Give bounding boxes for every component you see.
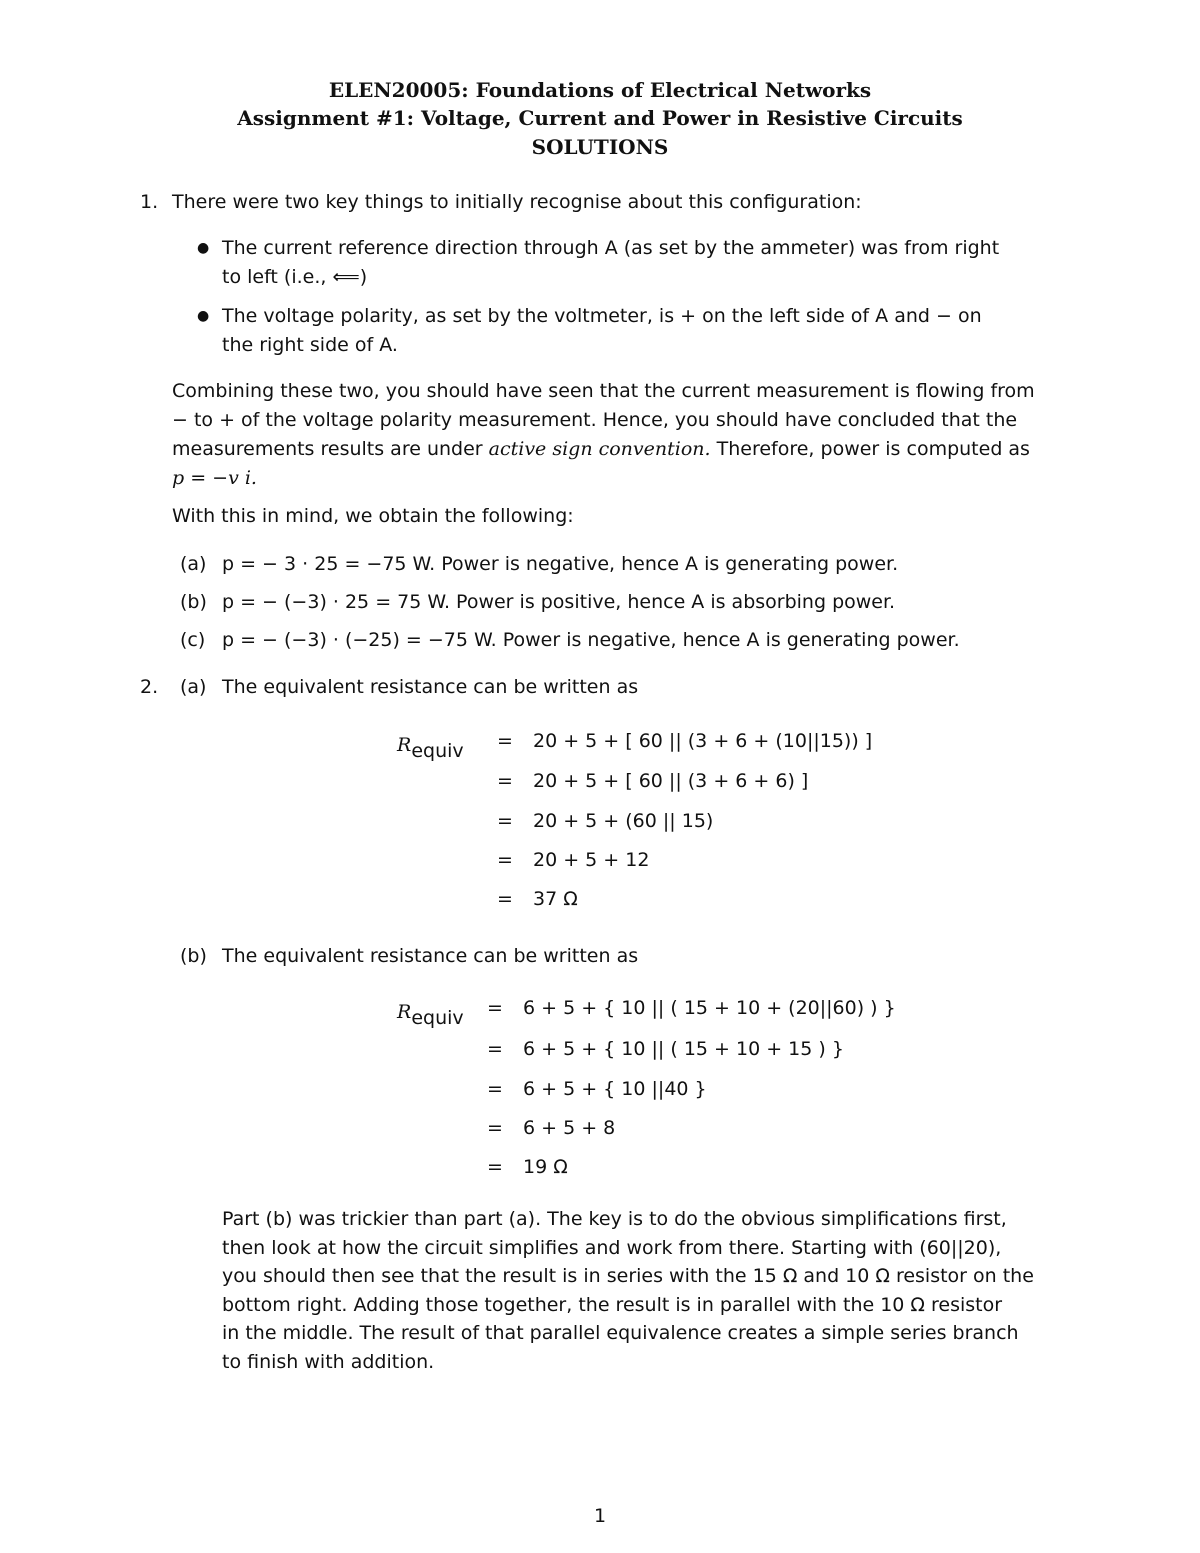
q2a-eq-2: 20 + 5 + [ 60 || (3 + 6 + 6) ] [533, 770, 809, 792]
q2-part-a-label: (a) [180, 676, 207, 698]
q2a-eq-5: 37 Ω [533, 888, 578, 910]
equals-sign: = [497, 810, 513, 832]
solutions-heading: SOLUTIONS [531, 135, 669, 159]
q2a-eq-4: 20 + 5 + 12 [533, 849, 650, 871]
q1-part-a-label: (a) [180, 553, 207, 575]
equals-sign: = [497, 888, 513, 910]
q1-part-a-text: p = − 3 · 25 = −75 W. Power is negative, hence A is generating power. [222, 553, 899, 575]
bullet-icon: ● [197, 240, 210, 256]
question-1-number: 1. [140, 191, 159, 213]
question-1-intro: There were two key things to initially recognise about this configuration: [172, 191, 862, 213]
active-sign-convention: active sign convention. [488, 438, 711, 460]
q2b-eq-2: 6 + 5 + { 10 || ( 15 + 10 + 15 ) } [523, 1038, 844, 1060]
q1-with-text: With this in mind, we obtain the following: [172, 505, 574, 527]
q2-part-b-label: (b) [180, 945, 207, 967]
q1-power-formula: p = −v i. [172, 467, 257, 489]
q1-part-c-text: p = − (−3) · (−25) = −75 W. Power is negative, hence A is generating power. [222, 629, 960, 651]
q2b-eq-4: 6 + 5 + 8 [523, 1117, 616, 1139]
question-2-number: 2. [140, 676, 159, 698]
q2-para-line-6: to finish with addition. [222, 1351, 435, 1373]
r-equiv-label [397, 1000, 464, 1029]
q2-part-b-text: The equivalent resistance can be written as [222, 945, 639, 967]
q1-part-b-text: p = − (−3) · 25 = 75 W. Power is positive, hence A is absorbing power. [222, 591, 896, 613]
q1-part-b-label: (b) [180, 591, 207, 613]
r-symbol: R [397, 1001, 412, 1023]
q1-para-line-1: Combining these two, you should have seen that the current measurement is flowing from [172, 380, 1035, 402]
r-symbol: R [397, 734, 412, 756]
equals-sign: = [487, 1117, 503, 1139]
q2b-eq-5: 19 Ω [523, 1156, 568, 1178]
q2a-eq-1: 20 + 5 + [ 60 || (3 + 6 + (10||15)) ] [533, 730, 873, 752]
q2b-eq-1: 6 + 5 + { 10 || ( 15 + 10 + (20||60) ) } [523, 997, 896, 1019]
bullet-2-line-2: the right side of A. [222, 334, 398, 356]
q1-para-line-3 [172, 437, 1030, 461]
equiv-subscript: equiv [411, 740, 464, 762]
equals-sign: = [497, 730, 513, 752]
course-title: ELEN20005: Foundations of Electrical Networks [328, 78, 872, 102]
q2-para-line-4: bottom right. Adding those together, the result is in parallel with the 10 Ω resistor [222, 1294, 1003, 1316]
q1-part-c-label: (c) [180, 629, 206, 651]
q2-para-line-1: Part (b) was trickier than part (a). The key is to do the obvious simplifications first, [222, 1208, 1007, 1230]
bullet-2-line-1: The voltage polarity, as set by the voltmeter, is + on the left side of A and − on [222, 305, 982, 327]
bullet-1-line-1: The current reference direction through A (as set by the ammeter) was from right [222, 237, 1000, 259]
q2-para-line-5: in the middle. The result of that parallel equivalence creates a simple series branch [222, 1322, 1019, 1344]
q2b-eq-3: 6 + 5 + { 10 ||40 } [523, 1078, 707, 1100]
q1-para-text: Therefore, power is computed as [710, 438, 1030, 460]
q1-para-text: measurements results are under [172, 438, 489, 460]
bullet-1-line-2: to left (i.e., ⟸) [222, 266, 368, 288]
assignment-title: Assignment #1: Voltage, Current and Power in Resistive Circuits [237, 106, 963, 130]
equals-sign: = [487, 997, 503, 1019]
equals-sign: = [487, 1156, 503, 1178]
page-number: 1 [593, 1505, 607, 1527]
equals-sign: = [487, 1078, 503, 1100]
bullet-icon: ● [197, 308, 210, 324]
equals-sign: = [487, 1038, 503, 1060]
r-equiv-label [397, 733, 464, 762]
q2a-eq-3: 20 + 5 + (60 || 15) [533, 810, 714, 832]
equals-sign: = [497, 849, 513, 871]
q2-para-line-2: then look at how the circuit simplifies and work from there. Starting with (60||20), [222, 1237, 1002, 1259]
equiv-subscript: equiv [411, 1007, 464, 1029]
equals-sign: = [497, 770, 513, 792]
q1-para-line-2: − to + of the voltage polarity measurement. Hence, you should have concluded that the [172, 409, 1018, 431]
q2-part-a-text: The equivalent resistance can be written as [222, 676, 639, 698]
q2-para-line-3: you should then see that the result is in series with the 15 Ω and 10 Ω resistor on the [222, 1265, 1034, 1287]
